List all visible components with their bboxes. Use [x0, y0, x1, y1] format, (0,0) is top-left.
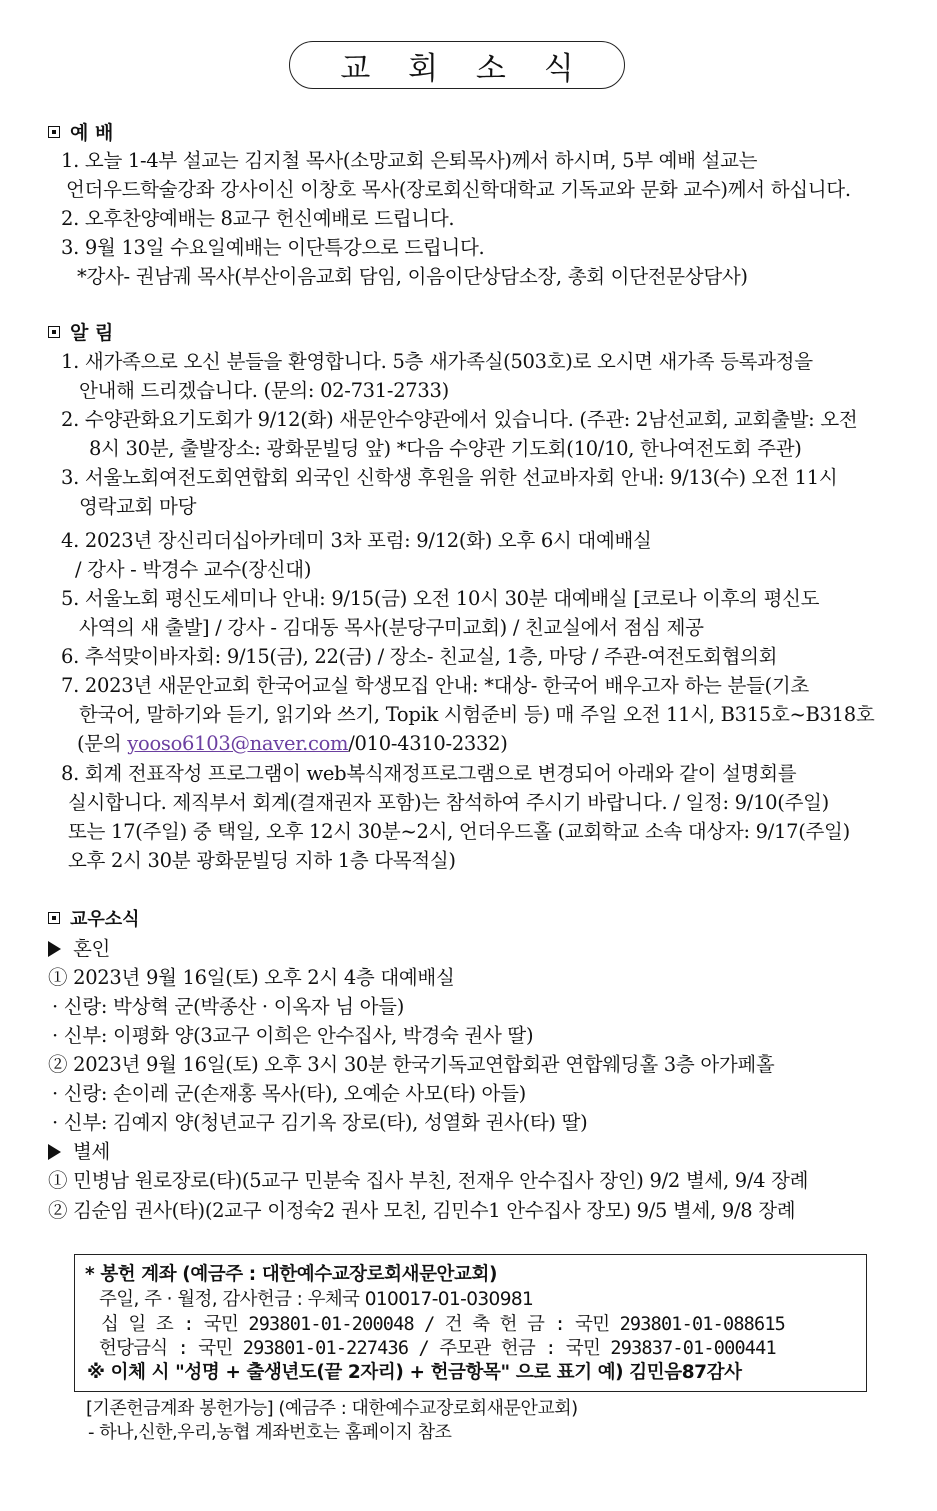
wedding-line: ① 2023년 9월 16일(토) 오후 2시 4층 대예배실	[48, 966, 455, 989]
notice-line: 6. 추석맞이바자회: 9/15(금), 22(금) / 장소- 친교실, 1층, 마당 / 주관-여전도회협의회	[61, 645, 778, 668]
notice-heading-label: 알 림	[70, 322, 114, 344]
notice-line: 또는 17(주일) 중 택일, 오후 12시 30분~2시, 언더우드홀 (교회학교 소속 대상자: 9/17(주일)	[68, 820, 850, 843]
notice-line: 오후 2시 30분 광화문빌딩 지하 1층 다목적실)	[68, 849, 456, 872]
worship-line: *강사- 권남궤 목사(부산이음교회 담임, 이음이단상담소장, 총회 이단전문상담사)	[77, 265, 748, 288]
notice-contact-line	[77, 730, 508, 758]
notice-line: 영락교회 마당	[79, 495, 197, 518]
members-heading-label: 교우소식	[70, 909, 140, 930]
notice-line: 4. 2023년 장신리더십아카데미 3차 포럼: 9/12(화) 오후 6시 대예배실	[61, 529, 652, 552]
notice-line: 사역의 새 출발] / 강사 - 김대동 목사(분당구미교회) / 친교실에서 점심 제공	[79, 616, 704, 639]
notice-line: 5. 서울노회 평신도세미나 안내: 9/15(금) 오전 10시 30분 대예배실 [코로나 이후의 평신도	[61, 587, 820, 610]
notice-line: 안내해 드리겠습니다. (문의: 02-731-2733)	[79, 379, 449, 402]
wedding-line: · 신부: 이평화 양(3교구 이희은 안수집사, 박경숙 권사 딸)	[52, 1024, 534, 1047]
death-line: ① 민병남 원로장로(타)(5교구 민분숙 집사 부친, 전재우 안수집사 장인) 9/2 별세, 9/4 장례	[48, 1169, 809, 1192]
triangle-bullet-icon	[48, 941, 61, 957]
square-bullet-icon	[48, 912, 60, 924]
notice-line: 8. 회계 전표작성 프로그램이 web복식재정프로그램으로 변경되어 아래와 같이 설명회를	[61, 762, 797, 785]
page-title: 교 회 소 식	[289, 41, 625, 89]
notice-line: 7. 2023년 새문안교회 한국어교실 학생모집 안내: *대상- 한국어 배우고자 하는 분들(기초	[61, 674, 809, 697]
notice-section-heading	[48, 319, 113, 347]
notice-line: / 강사 - 박경수 교수(장신대)	[75, 558, 312, 581]
notice-line: 3. 서울노회여전도회연합회 외국인 신학생 후원을 위한 선교바자회 안내: 9/13(수) 오전 11시	[61, 466, 838, 489]
notice-line: 실시합니다. 제직부서 회계(결재권자 포함)는 참석하여 주시기 바랍니다. / 일정: 9/10(주일)	[68, 791, 829, 814]
wedding-line: · 신랑: 손이레 군(손재홍 목사(타), 오예순 사모(타) 아들)	[52, 1082, 526, 1105]
death-subheading	[48, 1138, 110, 1166]
wedding-subheading	[48, 935, 110, 963]
offering-foot-line: [기존헌금계좌 봉헌가능] (예금주 : 대한예수교장로회새문안교회)	[86, 1398, 578, 1419]
offering-line: 십 일 조 : 국민 293801-01-200048 / 건 축 헌 금 : 국민 293801-01-088615	[101, 1314, 786, 1335]
worship-line: 2. 오후찬양예배는 8교구 헌신예배로 드립니다.	[61, 207, 455, 230]
wedding-line: · 신부: 김예지 양(청년교구 김기옥 장로(타), 성열화 권사(타) 딸)	[52, 1111, 588, 1134]
offering-title: * 봉헌 계좌 (예금주 : 대한예수교장로회새문안교회)	[85, 1264, 498, 1285]
notice-line: 1. 새가족으로 오신 분들을 환영합니다. 5층 새가족실(503호)로 오시면 새가족 등록과정을	[61, 350, 813, 373]
square-bullet-icon	[48, 326, 60, 338]
offering-foot-line: - 하나,신한,우리,농협 계좌번호는 홈페이지 참조	[88, 1422, 452, 1443]
worship-section-heading	[48, 119, 113, 147]
triangle-bullet-icon	[48, 1144, 61, 1160]
notice-line: 8시 30분, 출발장소: 광화문빌딩 앞) *다음 수양관 기도회(10/10, 한나여전도회 주관)	[89, 437, 802, 460]
death-heading-label: 별세	[73, 1140, 111, 1163]
death-line: ② 김순임 권사(타)(2교구 이정숙2 권사 모친, 김민수1 안수집사 장모) 9/5 별세, 9/8 장례	[48, 1199, 796, 1222]
offering-line: 주일, 주 · 월정, 감사헌금 : 우체국 010017-01-030981	[99, 1289, 534, 1310]
square-bullet-icon	[48, 126, 60, 138]
wedding-line: ② 2023년 9월 16일(토) 오후 3시 30분 한국기독교연합회관 연합웨딩홀 3층 아가페홀	[48, 1053, 775, 1076]
notice-line: 2. 수양관화요기도회가 9/12(화) 새문안수양관에서 있습니다. (주관: 2남선교회, 교회출발: 오전	[61, 408, 858, 431]
offering-account-box	[74, 1254, 867, 1392]
members-section-heading	[48, 906, 140, 934]
worship-line: 언더우드학술강좌 강사이신 이창호 목사(장로회신학대학교 기독교와 문화 교수)께서 하십니다.	[66, 178, 851, 201]
contact-suffix: /010-4310-2332)	[348, 732, 508, 755]
worship-heading-label: 예 배	[70, 122, 114, 144]
wedding-line: · 신랑: 박상혁 군(박종산 · 이옥자 님 아들)	[52, 995, 405, 1018]
offering-transfer-note: ※ 이체 시 "성명 + 출생년도(끝 2자리) + 헌금항목" 으로 표기 예) 김민음87감사	[87, 1362, 742, 1383]
wedding-heading-label: 혼인	[73, 937, 111, 960]
notice-line: 한국어, 말하기와 듣기, 읽기와 쓰기, Topik 시험준비 등) 매 주일 오전 11시, B315호~B318호	[79, 703, 875, 726]
worship-line: 1. 오늘 1-4부 설교는 김지철 목사(소망교회 은퇴목사)께서 하시며, 5부 예배 설교는	[61, 149, 758, 172]
contact-prefix: (문의	[77, 732, 128, 755]
contact-email-link[interactable]: yooso6103@naver.com	[127, 732, 349, 755]
worship-line: 3. 9월 13일 수요일예배는 이단특강으로 드립니다.	[61, 236, 485, 259]
offering-line: 헌당금식 : 국민 293801-01-227436 / 주모관 헌금 : 국민 293837-01-000441	[99, 1338, 776, 1359]
